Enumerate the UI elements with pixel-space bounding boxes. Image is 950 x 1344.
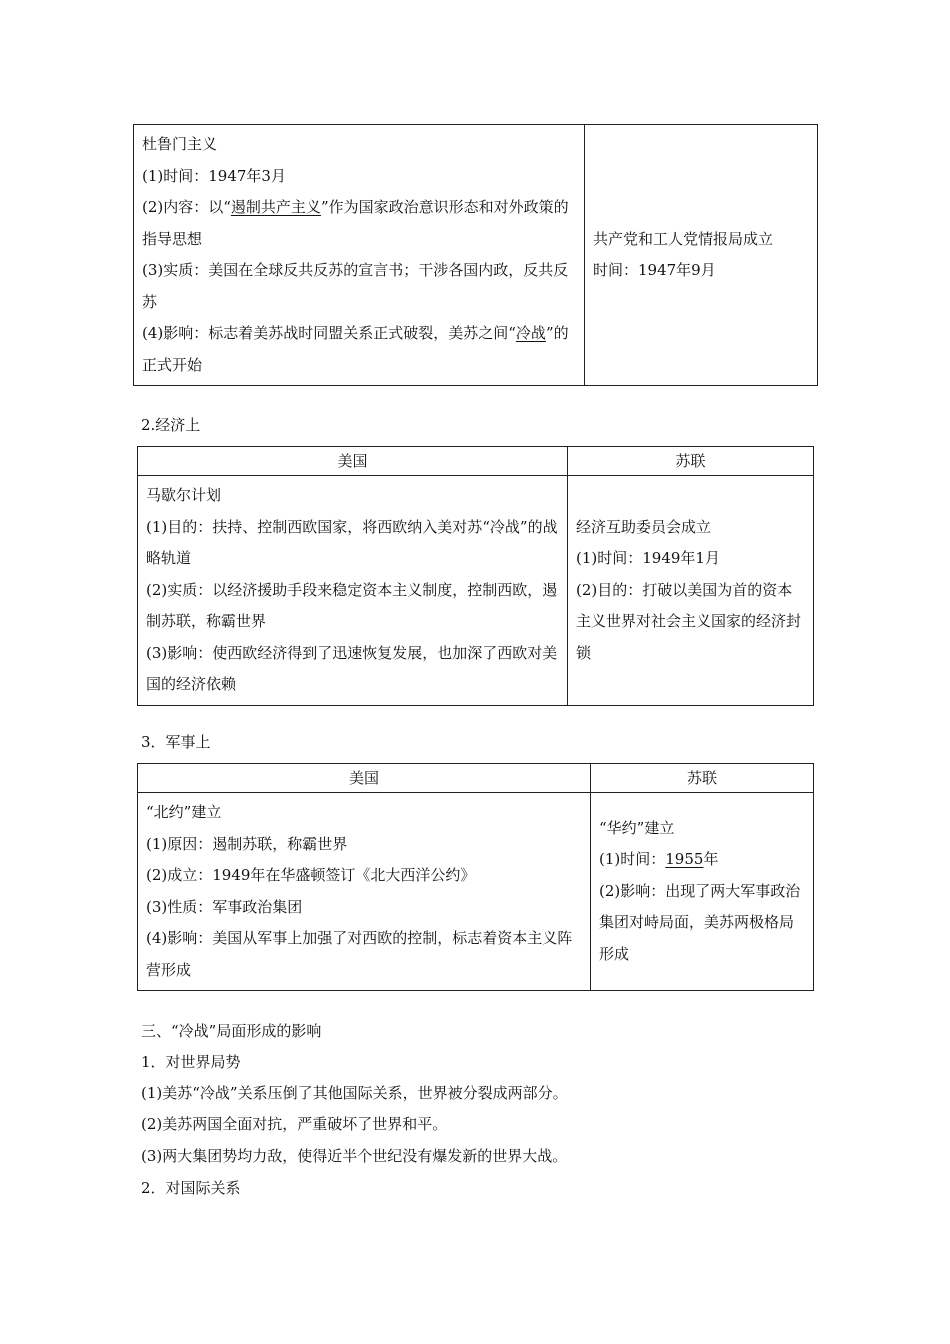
marshall-plan-cell <box>138 476 568 706</box>
warsaw-time-pre: (1)时间： <box>599 850 666 869</box>
marshall-essence: (2)实质：以经济援助手段来稳定资本主义制度，控制西欧，遏制苏联，称霸世界 <box>146 580 558 630</box>
section3-heading: 三、“冷战”局面形成的影响 <box>141 1022 322 1040</box>
truman-content-underlined: 遏制共产主义 <box>230 198 321 216</box>
military-table <box>137 763 814 991</box>
marshall-purpose: (1)目的：扶持、控制西欧国家，将西欧纳入美对苏“冷战”的战略轨道 <box>146 517 558 567</box>
comecon-purpose: (2)目的：打破以美国为首的资本主义世界对社会主义国家的经济封锁 <box>576 580 802 662</box>
military-heading: 3．军事上 <box>141 733 211 751</box>
truman-title: 杜鲁门主义 <box>142 135 218 153</box>
comecon-cell <box>568 476 814 706</box>
truman-impact <box>142 318 576 381</box>
economic-heading: 2.经济上 <box>141 416 201 434</box>
economic-header-us: 美国 <box>138 447 568 476</box>
comecon-time: (1)时间：1949年1月 <box>576 549 720 567</box>
section3-sub2: 2．对国际关系 <box>141 1179 241 1197</box>
nato-nature: (3)性质：军事政治集团 <box>146 897 303 916</box>
truman-content-pre: (2)内容：以“ <box>142 198 231 216</box>
truman-content <box>142 192 576 255</box>
warsaw-time-underlined: 1955 <box>665 850 704 869</box>
economic-table <box>137 446 814 706</box>
marshall-impact: (3)影响：使西欧经济得到了迅速恢复发展，也加深了西欧对美国的经济依赖 <box>146 643 558 693</box>
nato-reason: (1)原因：遏制苏联，称霸世界 <box>146 834 348 853</box>
section3-p2: (2)美苏两国全面对抗，严重破坏了世界和平。 <box>141 1115 448 1133</box>
truman-impact-underlined: 冷战 <box>515 324 546 342</box>
nato-cell <box>138 793 591 991</box>
truman-doctrine-cell <box>134 125 585 386</box>
nato-founded: (2)成立：1949年在华盛顿签订《北大西洋公约》 <box>146 866 476 884</box>
section3-sub1: 1．对世界局势 <box>141 1053 241 1071</box>
truman-impact-pre: (4)影响：标志着美苏战时同盟关系正式破裂，美苏之间“ <box>142 324 516 342</box>
marshall-title: 马歇尔计划 <box>146 486 222 504</box>
comecon-title: 经济互助委员会成立 <box>576 517 712 536</box>
cominform-title: 共产党和工人党情报局成立 <box>593 229 774 248</box>
truman-impact-post: ”的正式开始 <box>142 324 569 374</box>
military-header-us: 美国 <box>138 764 591 793</box>
section3-p3: (3)两大集团势均力敌，使得近半个世纪没有爆发新的世界大战。 <box>141 1147 568 1165</box>
truman-content-post: ”作为国家政治意识形态和对外政策的指导思想 <box>142 198 569 248</box>
warsaw-time <box>599 844 805 876</box>
cominform-time: 时间：1947年9月 <box>593 261 716 279</box>
political-table <box>133 124 818 386</box>
truman-time: (1)时间：1947年3月 <box>142 166 286 185</box>
cominform-cell <box>585 125 818 386</box>
nato-impact: (4)影响：美国从军事上加强了对西欧的控制，标志着资本主义阵营形成 <box>146 929 573 979</box>
warsaw-title: “华约”建立 <box>599 818 675 837</box>
warsaw-pact-cell <box>591 793 814 991</box>
nato-title: “北约”建立 <box>146 803 222 821</box>
economic-header-ussr: 苏联 <box>568 447 814 476</box>
warsaw-impact: (2)影响：出现了两大军事政治集团对峙局面，美苏两极格局形成 <box>599 881 801 963</box>
section3-p1: (1)美苏“冷战”关系压倒了其他国际关系，世界被分裂成两部分。 <box>141 1084 568 1102</box>
military-header-ussr: 苏联 <box>591 764 814 793</box>
truman-essence: (3)实质：美国在全球反共反苏的宣言书；干涉各国内政，反共反苏 <box>142 261 569 311</box>
warsaw-time-post: 年 <box>703 850 719 869</box>
